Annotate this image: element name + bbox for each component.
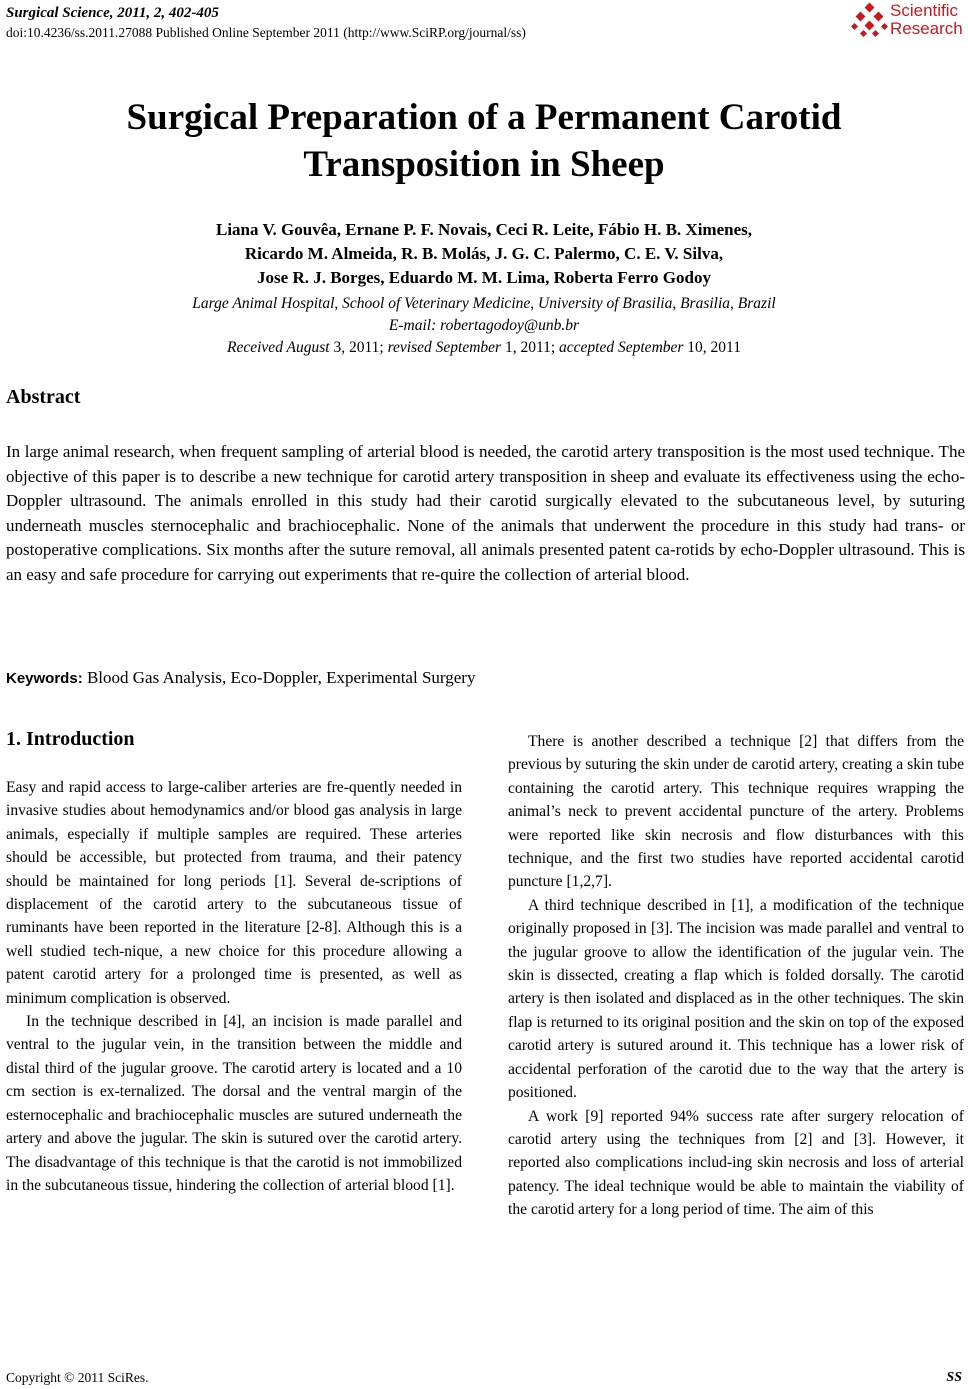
left-column — [6, 776, 462, 1197]
affiliation-sep: , — [672, 295, 681, 312]
abstract-heading: Abstract — [6, 386, 81, 408]
title-line2: Transposition in Sheep — [303, 144, 665, 185]
revised-label: revised September — [387, 339, 502, 356]
received-date: 3, 2011; — [329, 339, 388, 356]
affiliation-part: Large Animal Hospital — [192, 295, 335, 312]
paragraph: A third technique described in [1], a modification of the technique originally proposed in [3]. The incision was made parallel and ventral to the jugular groove to allow the identification of the jugular vein. The skin is dissected, creating a flap which is folded dorsally. The carotid artery is then isolated and displaced as in the other techniques. The skin flap is returned to its original position and the skin on top of the exposed carotid artery is sutured around it. This technique has a lower risk of accidental perforation of the carotid due to the way that the artery is positioned. — [508, 896, 964, 1102]
journal-name: Surgical Science — [6, 5, 110, 21]
doi-line: doi:10.4236/ss.2011.27088 Published Online September 2011 (http://www.SciRP.org/journal/ss) — [6, 25, 526, 40]
paragraph: There is another described a technique [2] that differs from the previous by suturing the skin under de carotid artery, creating a skin tube containing the carotid artery. This technique requires wrapping the animal’s neck to prevent accidental puncture of the artery. Problems were reported like skin necrosis and flow disturbances with this technique, and the first two studies have reported accidental carotid puncture [1,2,7]. — [508, 733, 964, 891]
email-line — [0, 315, 968, 337]
email-address[interactable]: : robertagodoy@unb.br — [431, 317, 580, 334]
keywords-label: Keywords: — [6, 670, 83, 687]
paragraph: Easy and rapid access to large-caliber arteries are fre-quently needed in invasive studies about hemodynamics and/or blood gas analysis in large animals, especially if multiple samples are required. These arteries should be accessible, but protected from trauma, and their patency should be maintained for long periods [1]. Several de-scriptions of displacement of the carotid artery to the subcutaneous tissue of ruminants have been reported in the literature [2-8]. Although this is a well studied tech-nique, a new choice for this procedure allowing a patent carotid artery for a prolonged time is presented, as well as minimum complication is observed. — [6, 779, 462, 1007]
publisher-logo — [850, 2, 966, 42]
journal-volume: , 2011, 2, 402-405 — [109, 5, 219, 21]
title-line1: Surgical Preparation of a Permanent Carotid — [126, 97, 842, 138]
logo-text — [890, 2, 963, 38]
email-label: E-mail — [388, 317, 432, 334]
running-header — [6, 4, 526, 42]
affiliation-block — [0, 293, 968, 359]
paper-title — [0, 94, 968, 188]
affiliation-part: Brazil — [737, 295, 776, 312]
author-list — [0, 218, 968, 290]
author-line: Jose R. J. Borges, Eduardo M. M. Lima, Roberta Ferro Godoy — [257, 268, 711, 287]
dates-line — [0, 337, 968, 359]
affiliation-sep: , — [730, 295, 738, 312]
affiliation-sep: , — [530, 295, 539, 312]
paragraph: A work [9] reported 94% success rate after surgery relocation of carotid artery using the techniques from [2] and [3]. However, it reported also complications includ-ing skin necrosis and loss of arterial patency. The ideal technique would be able to maintain the viability of the carotid artery for a long period of time. The aim of this — [508, 1107, 964, 1219]
accepted-date: 10, 2011 — [683, 339, 741, 356]
copyright-footer: Copyright © 2011 SciRes. — [6, 1370, 149, 1385]
revised-date: 1, 2011; — [501, 339, 560, 356]
author-line: Ricardo M. Almeida, R. B. Molás, J. G. C. Palermo, C. E. V. Silva, — [244, 244, 724, 263]
affiliation-part: Brasilia — [680, 295, 731, 312]
logo-text-line1: Scientific — [890, 1, 959, 20]
scientific-research-logo-icon — [850, 2, 888, 42]
keywords-line — [6, 668, 475, 688]
paragraph: In the technique described in [4], an incision is made parallel and ventral to the jugular vein, in the transition between the middle and distal third of the jugular groove. The carotid artery is located and a 10 cm section is ex-ternalized. The dorsal and the ventral margin of the esternocephalic and brachiocephalic muscles are sutured underneath the artery and above the jugular. The skin is sutured over the carotid artery. The disadvantage of this technique is that the carotid is not immobilized in the subcutaneous tissue, hindering the collection of arterial blood [1]. — [6, 1013, 462, 1194]
affiliation-part: School of Veterinary Medicine — [342, 295, 531, 312]
journal-abbreviation: SS — [946, 1370, 962, 1385]
affiliation-part: University of Brasilia — [538, 295, 673, 312]
affiliation — [0, 293, 968, 315]
author-line: Liana V. Gouvêa, Ernane P. F. Novais, Ceci R. Leite, Fábio H. B. Ximenes, — [216, 220, 752, 239]
logo-text-line2: Research — [890, 19, 963, 38]
affiliation-sep: , — [334, 295, 343, 312]
keywords-list: Blood Gas Analysis, Eco-Doppler, Experimental Surgery — [82, 668, 476, 687]
received-label: Received August — [227, 339, 330, 356]
right-column — [508, 730, 964, 1222]
introduction-heading: 1. Introduction — [6, 728, 135, 750]
accepted-label: accepted September — [559, 339, 684, 356]
abstract-text: In large animal research, when frequent sampling of arterial blood is needed, the carotid artery transposition is the most used technique. The objective of this paper is to describe a new technique for carotid artery transposition in sheep and evaluate its effectiveness using the echo-Doppler ultrasound. The animals enrolled in this study had their carotid surgically elevated to the subcutaneous level, by suturing underneath muscles sternocephalic and brachiocephalic. None of the animals that underwent the procedure in this study had trans- or postoperative complications. Six months after the suture removal, all animals presented patent ca-rotids by echo-Doppler ultrasound. This is an easy and safe procedure for carrying out experiments that re-quire the collection of arterial blood. — [6, 442, 965, 584]
